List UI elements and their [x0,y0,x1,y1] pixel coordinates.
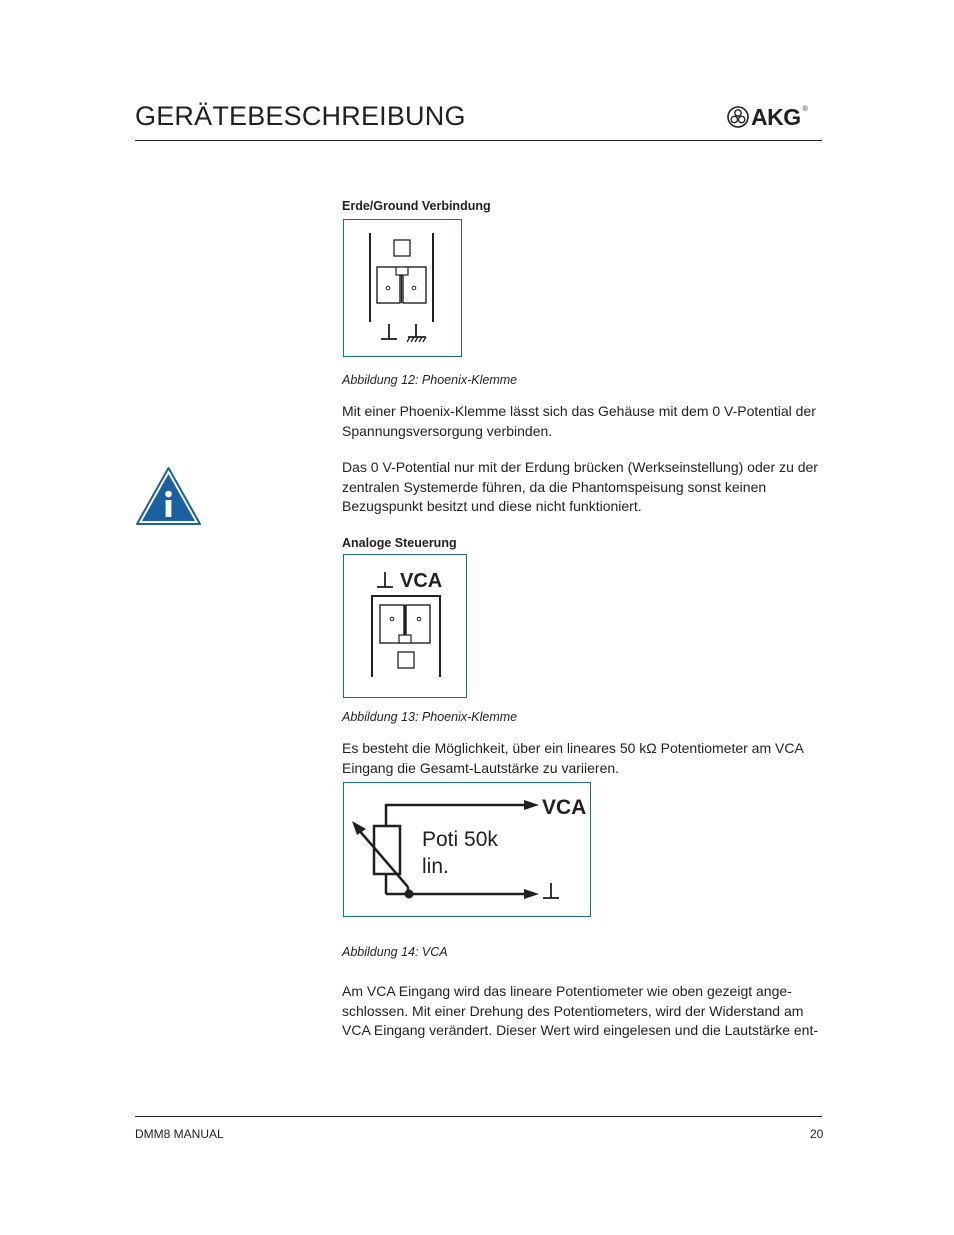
section-heading-analog: Analoge Steuerung [342,536,457,550]
ground-symbol-icon [381,324,397,339]
logo-text: AKG [751,104,801,130]
paragraph-vca-input [342,982,832,1041]
ground-symbol-icon [543,883,559,898]
paragraph-text: Es besteht die Möglichkeit, über ein lineares 50 kΩ Potentiometer am VCA Eingang die Gesamt-Lautstärke zu variieren. [342,740,804,776]
paragraph-text: Mit einer Phoenix-Klemme lässt sich das Gehäuse mit dem 0 V-Potential der Spannungsversorgung verbinden. [342,403,816,439]
potentiometer-circuit-figure [344,783,589,915]
vca-diagram-label: VCA [400,570,443,592]
paragraph-potentiometer [342,739,832,778]
footer-manual-name: DMM8 MANUAL [135,1127,224,1141]
paragraph-phoenix-ground [342,402,832,441]
figure-caption-14: Abbildung 14: VCA [342,945,448,959]
note-phantom-power [342,458,832,517]
pot-label-line1: Poti 50k [422,828,498,851]
vca-potentiometer-diagram [343,782,591,917]
section-heading-ground: Erde/Ground Verbindung [342,199,491,213]
ground-symbol-icon [377,572,393,587]
akg-logo [727,104,808,130]
pot-label-line2: lin. [422,855,449,878]
phoenix-terminal-vca-figure [344,555,465,696]
info-warning-icon [135,466,202,531]
paragraph-text: Am VCA Eingang wird das lineare Potentiometer wie oben gezeigt ange-schlossen. Mit einer Drehung des Potentiometers, wird der Widerstand am VCA Eingang verändert. Dieser Wert wird eingelesen und die Lautstärke ent- [342,983,819,1038]
akg-logo-icon [727,106,749,128]
page-number: 20 [810,1127,824,1141]
ground-terminal-diagram [343,219,462,357]
figure-caption-13: Abbildung 13: Phoenix-Klemme [342,710,518,724]
page-title: GERÄTEBESCHREIBUNG [135,101,466,131]
logo-trademark: ® [802,106,808,113]
vca-output-label: VCA [542,796,587,819]
chassis-ground-icon [407,324,426,342]
vca-terminal-diagram [343,554,467,698]
footer-rule [135,1116,822,1117]
figure-caption-12: Abbildung 12: Phoenix-Klemme [342,373,518,387]
header-rule [135,140,822,141]
note-text: Das 0 V-Potential nur mit der Erdung brücken (Werkseinstellung) oder zu der zentralen Systemerde führen, da die Phantomspeisung sonst keinen Bezugspunkt besitzt und diese nicht funktioniert. [342,459,818,514]
phoenix-terminal-ground-figure [344,220,460,355]
